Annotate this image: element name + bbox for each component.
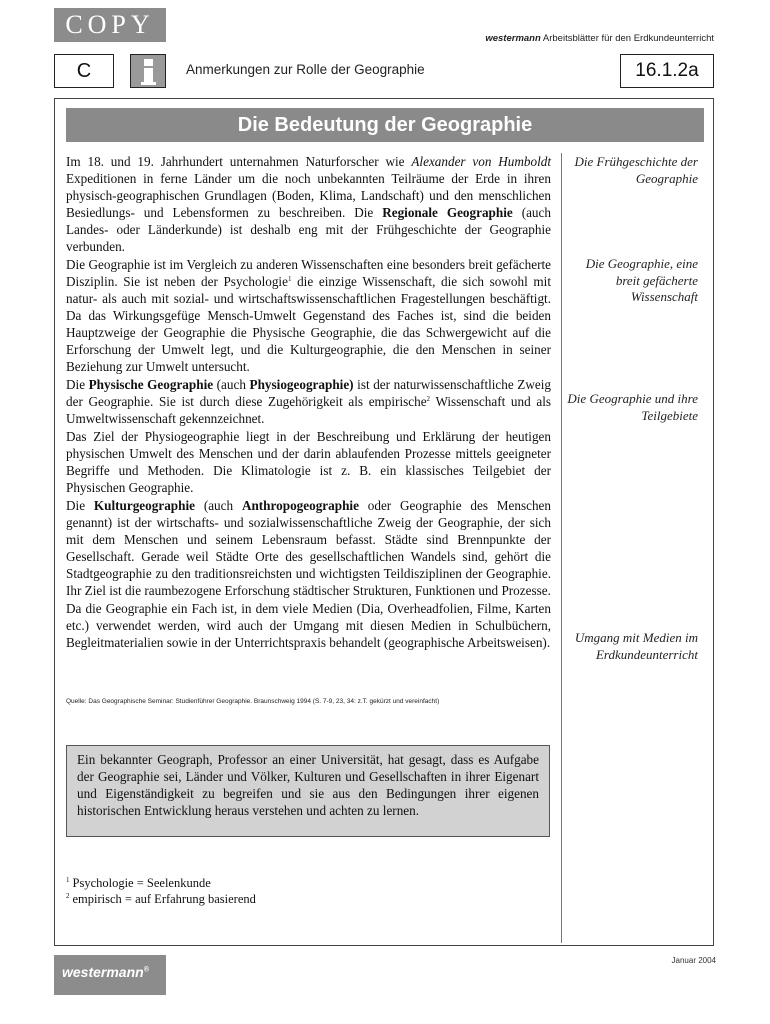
margin-note-2: Die Geographie, eine breit gefächerte Wissenschaft [585, 256, 698, 304]
info-icon [130, 54, 166, 88]
footnotes [66, 875, 256, 907]
footnote-1: $^1$ Psychologie = Seelenkunde [66, 876, 211, 890]
publisher-line [485, 33, 714, 44]
logo-text: westermann® [62, 964, 149, 980]
quote-box: Ein bekannter Geograph, Professor an einer Universität, hat gesagt, dass es Aufgabe der Geographie sei, Länder und Völker, Kulturen und Gesellschaften in ihrer Eigenart und Eigenständigkeit zu begreifen und sie aus den Bedingungen ihrer eigenen historischen Entwicklung heraus verstehen und achten zu lernen. [66, 745, 550, 837]
paragraph-2: Die Geographie ist im Vergleich zu anderen Wissenschaften eine besonders breit gefächerte Disziplin. Sie ist neben der Psychologie$^1$ die einzige Wissenschaft, die sich sowohl mit natur- als auch mit sozial- und wirtschaftswissenschaftlichen Fragestellungen beschäftigt. Da das Wirkungsgefüge Mensch-Umwelt Gegenstand des Faches ist, sind die beiden Hauptzweige der Geographie die Physische Geographie, die das Schwergewicht auf die Erforschung der Umwelt legt, und die Kulturgeographie, die den Menschen in seiner Beziehung zur Umwelt untersucht. [66, 257, 551, 374]
source-citation: Quelle: Das Geographische Seminar: Studienführer Geographie. Braunschweig 1994 (S. 7-9, 23, 34: z.T. gekürzt und vereinfacht) [66, 698, 440, 705]
section-letter: C [54, 54, 114, 88]
footnote-2: $^2$ empirisch = auf Erfahrung basierend [66, 892, 256, 906]
page-title: Die Bedeutung der Geographie [66, 108, 704, 142]
subject-title: Anmerkungen zur Rolle der Geographie [186, 62, 425, 77]
paragraph-5: Die Kulturgeographie (auch Anthropogeographie oder Geographie des Menschen genannt) ist der wirtschafts- und sozialwissenschaftliche Zweig der Geographie, der sich mit dem Menschen und seinem Lebensraum befasst. Städte sind Brennpunkte der Gesellschaft. Gerade weil Städte Orte des gesellschaftlichen Wandels sind, gehört die Stadtgeographie zu den traditionsreichsten und wichtigsten Teildisziplinen der Geographie. Ihr Ziel ist die raumbezogene Erforschung städtischer Strukturen, Funktionen und Prozesse. [66, 498, 551, 598]
paragraph-6: Da die Geographie ein Fach ist, in dem viele Medien (Dia, Overheadfolien, Filme, Karten etc.) verwendet werden, wird auch der Umgang mit diesen Medien in Schulbüchern, Begleitmaterialien sowie in der Unterrichtspraxis behandelt (geographische Arbeitsweisen). [66, 601, 551, 650]
main-text [66, 153, 551, 652]
publisher-brand: westermann [485, 33, 541, 44]
westermann-logo [54, 955, 166, 995]
publisher-series: Arbeitsblätter für den Erdkundeunterricht [540, 33, 714, 44]
margin-divider [561, 153, 562, 943]
paragraph-3: Die Physische Geographie (auch Physiogeographie) ist der naturwissenschaftliche Zweig der Geographie. Sie ist durch diese Zugehörigkeit als empirische$^2$ Wissenschaft und als Umweltwissenschaft gekennzeichnet. [66, 377, 551, 426]
margin-note-3: Die Geographie und ihre Teilgebiete [567, 391, 698, 423]
paragraph-4: Das Ziel der Physiogeographie liegt in der Beschreibung und Erklärung der heutigen physischen Umwelt des Menschen und der darin ablaufenden Prozesse mittels geeigneter Begriffe und Methoden. Die Klimatologie ist z. B. ein klassisches Teilgebiet der Physischen Geographie. [66, 429, 551, 495]
copy-stamp: COPY [54, 8, 166, 42]
margin-note-4: Umgang mit Medien im Erdkundeunterricht [574, 630, 698, 662]
sheet-number: 16.1.2a [620, 54, 714, 88]
issue-date: Januar 2004 [671, 956, 716, 965]
margin-note-1: Die Frühgeschichte der Geographie [574, 154, 698, 186]
paragraph-1: Im 18. und 19. Jahrhundert unternahmen Naturforscher wie Alexander von Humboldt Expeditionen in ferne Länder um die noch unbekannten Teilräume der Erde in ihren physisch-geographischen Grundlagen (Boden, Klima, Landschaft) und den menschlichen Besiedlungs- und Lebensformen zu beschreiben. Die Regionale Geographie (auch Landes- oder Länderkunde) ist deshalb eng mit der Frühgeschichte der Geographie verbunden. [66, 154, 552, 254]
